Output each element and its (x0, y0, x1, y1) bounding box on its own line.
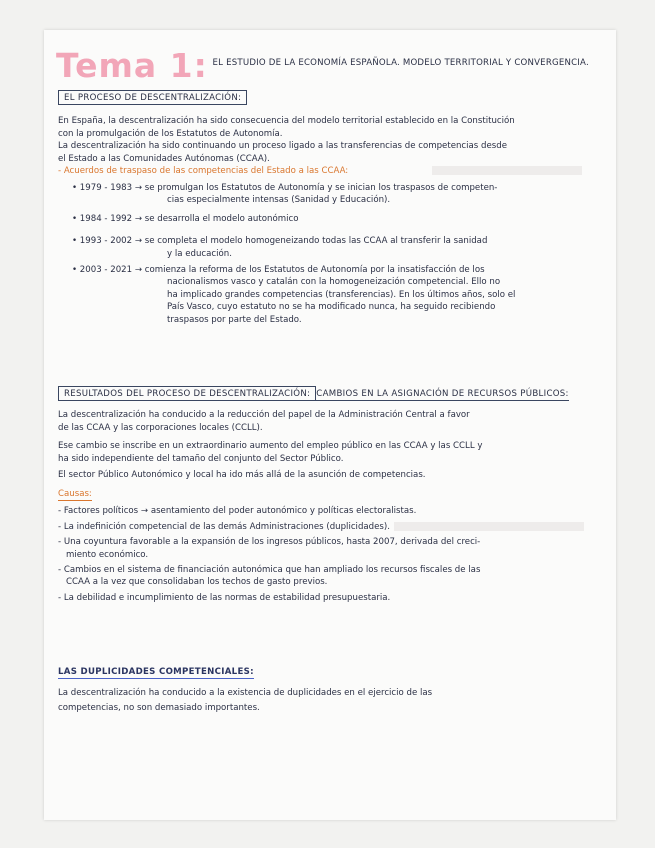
paragraph-line: de las CCAA y las corporaciones locales (CCLL). (58, 422, 263, 433)
paragraph-line: el Estado a las Comunidades Autónomas (CCAA). (58, 153, 270, 164)
causa-line: - Una coyuntura favorable a la expansión de los ingresos públicos, hasta 2007, derivada del creci- (58, 537, 481, 548)
causa-line: CCAA a la vez que consolidaban los techos de gasto previos. (66, 577, 328, 588)
causas-label: Causas: (58, 488, 92, 501)
subheading: - Acuerdos de traspaso de las competencias del Estado a las CCAA: (58, 166, 349, 177)
section-heading: LAS DUPLICIDADES COMPETENCIALES: (58, 666, 254, 679)
causa-line: - La indefinición competencial de las demás Administraciones (duplicidades). (58, 521, 390, 532)
paragraph-line: con la promulgación de los Estatutos de Autonomía. (58, 128, 283, 139)
paragraph-line: La descentralización ha conducido a la reducción del papel de la Administración Central a favor (58, 410, 470, 421)
bullet-line: • 1979 - 1983 → se promulgan los Estatutos de Autonomía y se inician los traspasos de competen- (72, 182, 498, 193)
bullet-line: • 2003 - 2021 → comienza la reforma de los Estatutos de Autonomía por la insatisfacción de los (72, 264, 485, 275)
paragraph-line: La descentralización ha sido continuando un proceso ligado a las transferencias de competencias desde (58, 141, 507, 152)
paragraph-line: competencias, no son demasiado importantes. (58, 702, 260, 713)
paragraph-line: El sector Público Autonómico y local ha ido más allá de la asunción de competencias. (58, 470, 426, 481)
section-descentralizacion (58, 90, 608, 326)
causa-line: - Factores políticos → asentamiento del poder autonómico y políticas electoralistas. (58, 506, 417, 517)
causa-line: - Cambios en el sistema de financiación autonómica que han ampliado los recursos fiscales de las (58, 564, 481, 575)
bullet-line: País Vasco, cuyo estatuto no se ha modificado nunca, ha seguido recibiendo (167, 302, 496, 313)
causa-line: miento económico. (66, 549, 149, 560)
section-heading: RESULTADOS DEL PROCESO DE DESCENTRALIZACIÓN: (58, 386, 316, 401)
notebook-page (44, 30, 616, 820)
causa-line: - La debilidad e incumplimiento de las normas de estabilidad presupuestaria. (58, 592, 391, 603)
document-title: EL ESTUDIO DE LA ECONOMÍA ESPAÑOLA. MODELO TERRITORIAL Y CONVERGENCIA. (212, 58, 589, 68)
section-subheading: CAMBIOS EN LA ASIGNACIÓN DE RECURSOS PÚBLICOS: (316, 388, 568, 401)
bullet-line: cias especialmente intensas (Sanidad y Educación). (167, 195, 391, 206)
section-duplicidades (58, 666, 608, 714)
bullet-line: traspasos por parte del Estado. (167, 314, 302, 325)
bullet-line: y la educación. (167, 248, 232, 259)
bullet-line: • 1984 - 1992 → se desarrolla el modelo autonómico (72, 213, 299, 224)
paragraph-line: ha sido independiente del tamaño del conjunto del Sector Público. (58, 453, 344, 464)
paragraph-line: Ese cambio se inscribe en un extraordinario aumento del empleo público en las CCAA y las CCLL y (58, 441, 483, 452)
bullet-line: nacionalismos vasco y catalán con la homogeneización competencial. Ello no (167, 277, 501, 288)
page-header (56, 42, 616, 90)
bullet-line: ha implicado grandes competencias (transferencias). En los últimos años, solo el (167, 289, 516, 300)
paragraph-line: La descentralización ha conducido a la existencia de duplicidades en el ejercicio de las (58, 688, 433, 699)
tema-title: Tema 1: (56, 46, 208, 85)
section-heading: EL PROCESO DE DESCENTRALIZACIÓN: (58, 90, 247, 105)
bullet-line: • 1993 - 2002 → se completa el modelo homogeneizando todas las CCAA al transferir la sanidad (72, 236, 488, 247)
paragraph-line: En España, la descentralización ha sido consecuencia del modelo territorial establecido en la Constitución (58, 116, 515, 127)
section-resultados (58, 386, 608, 604)
